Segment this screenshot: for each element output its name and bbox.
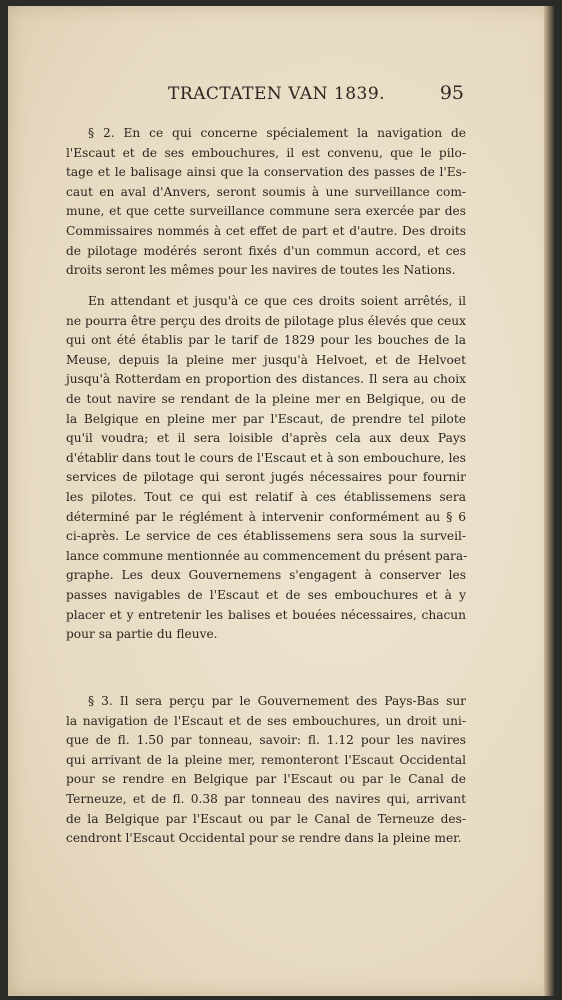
text-line: En attendant et jusqu'à ce que ces droits soient arrêtés, il [88, 294, 466, 308]
text-line: de la Belgique par l'Escaut ou par le Canal de Terneuze des- [66, 811, 466, 826]
text-line: mune, et que cette surveillance commune sera exercée par des [66, 204, 466, 219]
text-line: jusqu'à Rotterdam en proportion des distances. Il sera au choix [66, 372, 466, 387]
text-line: § 3. Il sera perçu par le Gouvernement des Pays-Bas sur [88, 694, 466, 708]
text-line: pour sa partie du fleuve. [66, 627, 218, 642]
text-line: lance commune mentionnée au commencement du présent para- [66, 548, 468, 563]
text-line: la Belgique en pleine mer par l'Escaut, de prendre tel pilote [66, 411, 466, 426]
text-line: ne pourra être perçu des droits de pilotage plus élevés que ceux [66, 313, 466, 328]
text-line: qui ont été établis par le tarif de 1829 pour les bouches de la [66, 333, 466, 348]
text-line: qu'il voudra; et il sera loisible d'après cela aux deux Pays [66, 431, 466, 446]
page-number: 95 [439, 82, 464, 104]
text-line: Meuse, depuis la pleine mer jusqu'à Helvoet, et de Helvoet [66, 352, 466, 367]
text-line: la navigation de l'Escaut et de ses embouchures, un droit uni- [66, 713, 466, 728]
text-line: cendront l'Escaut Occidental pour se rendre dans la pleine mer. [66, 831, 462, 846]
text-line: tage et le balisage ainsi que la conservation des passes de l'Es- [66, 165, 466, 180]
text-line: l'Escaut et de ses embouchures, il est convenu, que le pilo- [66, 145, 466, 160]
text-line: graphe. Les deux Gouvernemens s'engagent à conserver les [66, 568, 466, 583]
text-line: Commissaires nommés à cet effet de part et d'autre. Des droits [66, 223, 466, 238]
text-line: § 2. En ce qui concerne spécialement la navigation de [88, 126, 466, 140]
text-line: de pilotage modérés seront fixés d'un commun accord, et ces [66, 243, 466, 258]
paragraph-section-3 [66, 692, 466, 849]
text-line: que de fl. 1.50 par tonneau, savoir: fl. 1.12 pour les navires [66, 733, 466, 748]
text-line: placer et y entretenir les balises et bouées nécessaires, chacun [66, 607, 466, 622]
text-line: déterminé par le réglément à intervenir conformément au § 6 [66, 509, 466, 524]
text-line: qui arrivant de la pleine mer, remonteront l'Escaut Occidental [66, 752, 466, 767]
book-page [8, 6, 554, 996]
text-line: droits seront les mêmes pour les navires de toutes les Nations. [66, 263, 456, 278]
text-line: caut en aval d'Anvers, seront soumis à une surveillance com- [66, 184, 466, 199]
text-line: ci-après. Le service de ces établissemens sera sous la surveil- [66, 529, 466, 544]
paragraph-pilotage-interim [66, 292, 466, 645]
text-line: les pilotes. Tout ce qui est relatif à ces établissemens sera [66, 489, 466, 504]
paragraph-section-2 [66, 124, 466, 281]
running-header [168, 84, 464, 114]
page-gutter-shadow [544, 6, 554, 996]
text-line: passes navigables de l'Escaut et de ses embouchures et à y [66, 587, 466, 602]
text-line: de tout navire se rendant de la pleine mer en Belgique, ou de [66, 391, 466, 406]
text-line: pour se rendre en Belgique par l'Escaut ou par le Canal de [66, 772, 466, 787]
text-line: Terneuze, et de fl. 0.38 par tonneau des navires qui, arrivant [66, 791, 466, 806]
text-line: services de pilotage qui seront jugés nécessaires pour fournir [66, 470, 466, 485]
text-line: d'établir dans tout le cours de l'Escaut et à son embouchure, les [66, 450, 466, 465]
header-title: TRACTATEN VAN 1839. [168, 84, 386, 104]
